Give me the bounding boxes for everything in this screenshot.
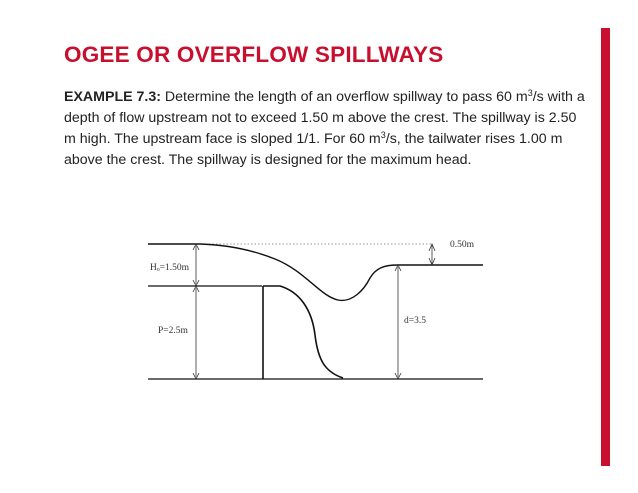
water-surface-profile	[148, 244, 483, 300]
tailwater-gap-label: 0.50m	[450, 240, 475, 250]
example-text-part1: Determine the length of an overflow spillway to pass 60 m	[160, 89, 528, 105]
spillway-ogee-face	[263, 286, 343, 378]
height-label: P=2.5m	[158, 326, 188, 336]
cubic-superscript-1: 3	[527, 88, 533, 98]
depth-label: d=3.5	[404, 316, 426, 326]
slide-title: OGEE OR OVERFLOW SPILLWAYS	[64, 42, 444, 67]
example-label: EXAMPLE 7.3:	[64, 89, 161, 105]
cubic-superscript-2: 3	[380, 130, 386, 140]
head-label: Hₒ=1.50m	[150, 263, 189, 273]
example-text-part2: /s with a depth of flow upstream not to exceed 1.50 m above the crest. The spillway is 2.50 m high. The upstream face is sloped 1/1. For 60 m	[64, 89, 585, 147]
example-text-part3: /s, the tailwater rises 1.00 m above the crest. The spillway is designed for the maximum head.	[64, 131, 563, 168]
